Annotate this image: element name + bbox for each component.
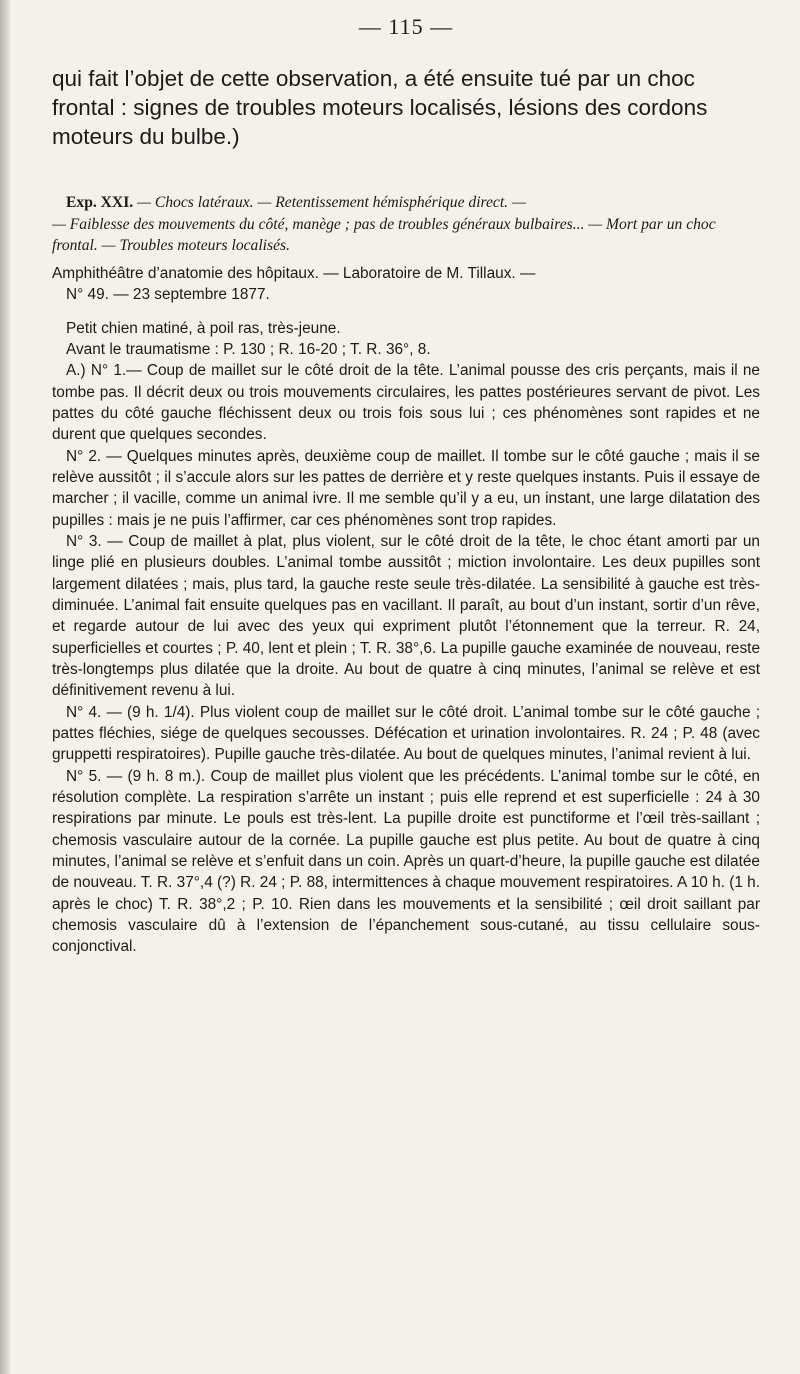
- paragraph-blow-3: N° 3. — Coup de maillet à plat, plus violent, sur le côté droit de la tête, le choc étant amorti par un linge plié en plusieurs doubles. L’animal tombe aussitôt ; miction involontaire. Les deux pupilles sont largement dilatées ; mais, plus tard, la gauche reste seule très-dilatée. La sensibilité à gauche est très-diminuée. L’animal fait ensuite quelques pas en vacillant. Il paraît, au bout d’un instant, sortir d’un rêve, et regarde autour de lui avec des yeux qui expriment plutôt l’étonnement que la terreur. R. 24, superficielles et courtes ; P. 40, lent et plein ; T. R. 38°,6. La pupille gauche examinée de nouveau, reste très-longtemps plus dilatée que la droite. Au bout de quatre à cinq minutes, l’animal se relève et est définitivement revenu à lui.: [52, 532, 760, 700]
- experiment-meta: [52, 263, 760, 305]
- experiment-place: Amphithéâtre d’anatomie des hôpitaux. — Laboratoire de M. Tillaux. —: [52, 264, 536, 282]
- paragraph-blow-2: N° 2. — Quelques minutes après, deuxième coup de maillet. Il tombe sur le côté gauche ; mais il se relève aussitôt ; il s’accule alors sur les pattes de derrière et y reste quelques instants. Puis il essaye de marcher ; il vacille, comme un animal ivre. Il me semble qu’il y a eu, un instant, une large dilatation des pupilles : mais je ne puis l’affirmer, car ces phénomènes sont trop rapides.: [52, 447, 760, 529]
- page: [52, 0, 760, 958]
- paragraph-blow-4: N° 4. — (9 h. 1/4). Plus violent coup de maillet sur le côté droit. L’animal tombe sur le côté gauche ; pattes fléchies, siége de quelques secousses. Défécation et urination involontaires. R. 24 ; P. 48 (avec gruppetti respiratoires). Pupille gauche très-dilatée. Au bout de quelques minutes, l’animal revient à lui.: [52, 703, 760, 764]
- paragraph-blow-1: A.) N° 1.— Coup de maillet sur le côté droit de la tête. L’animal pousse des cris perçants, mais il ne tombe pas. Il décrit deux ou trois mouvements circulaires, les pattes postérieures servant de pivot. Les pattes du côté gauche fléchissent deux ou trois fois sous lui ; ces phénomènes sont rapides et ne durent que quelques secondes.: [52, 362, 760, 444]
- experiment-heading: [52, 192, 760, 257]
- body-text: [52, 318, 760, 958]
- experiment-label: Exp. XXI.: [66, 194, 134, 211]
- experiment-number-date: N° 49. — 23 septembre 1877.: [66, 285, 270, 303]
- experiment-title-line2: — Faiblesse des mouvements du côté, manège ; pas de troubles généraux bulbaires... — Mort par un choc frontal. — Troubles moteurs localisés.: [52, 215, 716, 254]
- paragraph-before: Avant le traumatisme : P. 130 ; R. 16-20 ; T. R. 36°, 8.: [66, 340, 431, 358]
- book-spine-shadow: [0, 0, 10, 1374]
- intro-paragraph: qui fait l’objet de cette observation, a été ensuite tué par un choc frontal : signes de troubles moteurs localisés, lésions des cordons moteurs du bulbe.): [52, 66, 708, 149]
- paragraph-dog: Petit chien matiné, à poil ras, très-jeune.: [66, 319, 341, 337]
- experiment-title-line1: — Chocs latéraux. — Retentissement hémisphérique direct. —: [137, 194, 526, 211]
- page-number: — 115 —: [358, 14, 454, 39]
- paragraph-blow-5: N° 5. — (9 h. 8 m.). Coup de maillet plus violent que les précédents. L’animal tombe sur le côté, en résolution complète. La respiration s’arrête un instant ; puis elle reprend et est superficielle : 24 à 30 respirations par minute. Le pouls est très-lent. La pupille droite est punctiforme et l’œil très-saillant ; chemosis vasculaire autour de la cornée. La pupille gauche est plus petite. Au bout de quatre à cinq minutes, l’animal se relève et s’enfuit dans un coin. Après un quart-d’heure, la pupille gauche est dilatée de nouveau. T. R. 37°,4 (?) R. 24 ; P. 88, intermittences à chaque mouvement respiratoires. A 10 h. (1 h. après le choc) T. R. 38°,2 ; P. 10. Rien dans les mouvements et la sensibilité ; œil droit saillant par chemosis vasculaire dû à l’extension de l’épanchement sous-cutané, au tissu cellulaire sous-conjonctival.: [52, 767, 760, 956]
